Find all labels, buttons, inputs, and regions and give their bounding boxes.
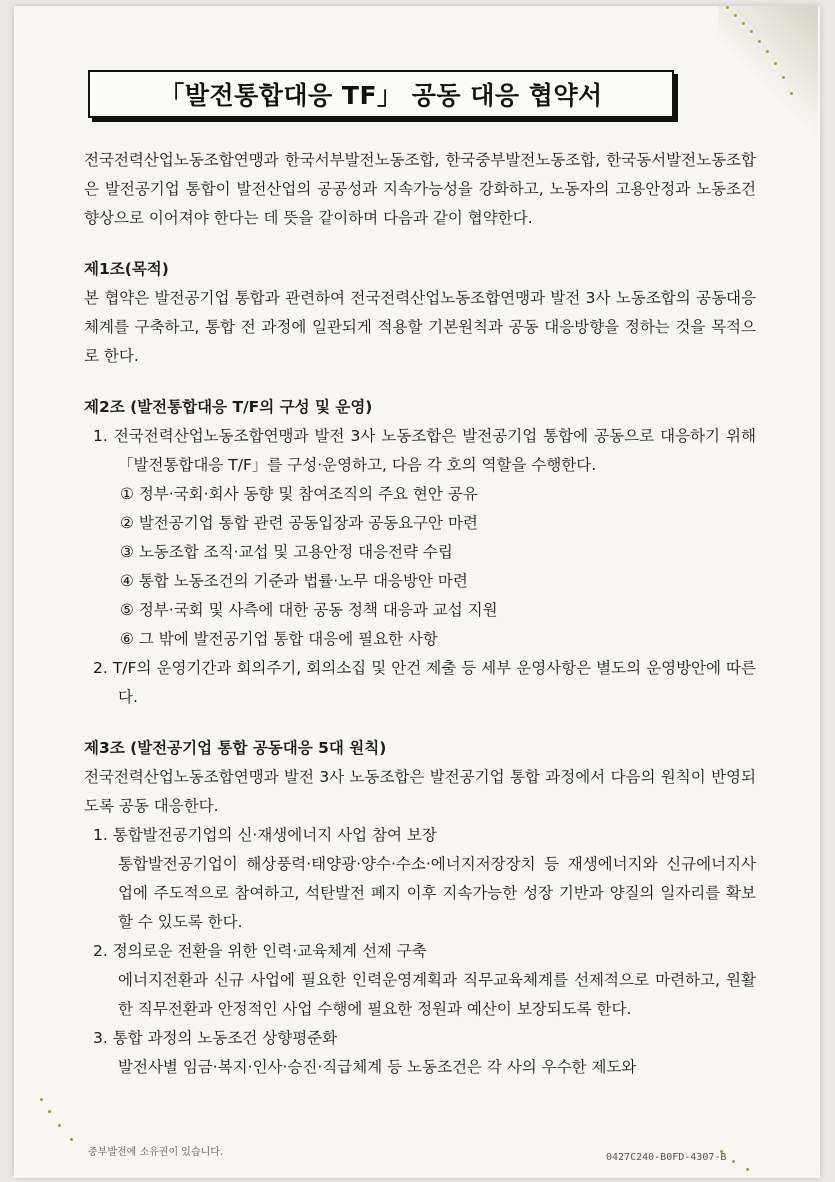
article-3-heading: 제3조 (발전공기업 통합 공동대응 5대 원칙) bbox=[84, 739, 387, 757]
document-title: 「발전통합대응 TF」 공동 대응 협약서 bbox=[159, 81, 603, 110]
principle-2-title: 2. 정의로운 전환을 위한 인력·교육체계 선제 구축 bbox=[93, 942, 427, 960]
article-2-subitem: ⑥ 그 밖에 발전공기업 통합 대응에 필요한 사항 bbox=[120, 630, 438, 648]
document-id-footer: 0427C240-B0FD-4307-B bbox=[606, 1152, 727, 1163]
principle-1-body: 통합발전공기업이 해상풍력·태양광·양수·수소·에너지저장장치 등 재생에너지와 신규에너지사업에 주도적으로 참여하고, 석탄발전 폐지 이후 지속가능한 성장 기반과 양질의 일자리를 확보할 수 있도록 한다. bbox=[118, 855, 756, 931]
article-2-item-1: 1. 전국전력산업노동조합연맹과 발전 3사 노동조합은 발전공기업 통합에 공동으로 대응하기 위해 「발전통합대응 T/F」를 구성·운영하고, 다음 각 호의 역할을 수행한다. bbox=[93, 427, 756, 474]
principle-2-body: 에너지전환과 신규 사업에 필요한 인력운영계획과 직무교육체계를 선제적으로 마련하고, 원활한 직무전환과 안정적인 사업 수행에 필요한 정원과 예산이 보장되도록 한다. bbox=[118, 971, 756, 1018]
title-box bbox=[88, 70, 674, 118]
article-2-subitem: ⑤ 정부·국회 및 사측에 대한 공동 정책 대응과 교섭 지원 bbox=[120, 601, 498, 619]
article-2-subitem: ② 발전공기업 통합 관련 공동입장과 공동요구안 마련 bbox=[120, 514, 478, 532]
ownership-footer: 중부발전에 소유권이 있습니다. bbox=[88, 1147, 224, 1158]
principle-3-title: 3. 통합 과정의 노동조건 상향평준화 bbox=[93, 1029, 338, 1047]
document-body bbox=[84, 146, 756, 1082]
article-2-subitem: ① 정부·국회·회사 동향 및 참여조직의 주요 현안 공유 bbox=[120, 485, 478, 503]
intro-paragraph: 전국전력산업노동조합연맹과 한국서부발전노동조합, 한국중부발전노동조합, 한국동서발전노동조합은 발전공기업 통합이 발전산업의 공공성과 지속가능성을 강화하고, 노동자의 고용안정과 노동조건 향상으로 이어져야 한다는 데 뜻을 같이하며 다음과 같이 협약한다. bbox=[84, 151, 756, 227]
page-corner-fold bbox=[718, 6, 818, 136]
article-1-body: 본 협약은 발전공기업 통합과 관련하여 전국전력산업노동조합연맹과 발전 3사 노동조합의 공동대응체계를 구축하고, 통합 전 과정에 일관되게 적용할 기본원칙과 공동 대응방향을 정하는 것을 목적으로 한다. bbox=[84, 289, 756, 365]
principle-3-body: 발전사별 임금·복지·인사·승진·직급체계 등 노동조건은 각 사의 우수한 제도와 bbox=[118, 1058, 637, 1076]
article-2-item-2: 2. T/F의 운영기간과 회의주기, 회의소집 및 안건 제출 등 세부 운영사항은 별도의 운영방안에 따른다. bbox=[93, 659, 756, 706]
principle-1-title: 1. 통합발전공기업의 신·재생에너지 사업 참여 보장 bbox=[93, 826, 437, 844]
article-1-heading: 제1조(목적) bbox=[84, 260, 169, 278]
article-2-subitem: ④ 통합 노동조건의 기준과 법률·노무 대응방안 마련 bbox=[120, 572, 468, 590]
article-2-heading: 제2조 (발전통합대응 T/F의 구성 및 운영) bbox=[84, 398, 373, 416]
article-2-subitem: ③ 노동조합 조직·교섭 및 고용안정 대응전략 수립 bbox=[120, 543, 453, 561]
article-3-intro: 전국전력산업노동조합연맹과 발전 3사 노동조합은 발전공기업 통합 과정에서 다음의 원칙이 반영되도록 공동 대응한다. bbox=[84, 768, 756, 815]
